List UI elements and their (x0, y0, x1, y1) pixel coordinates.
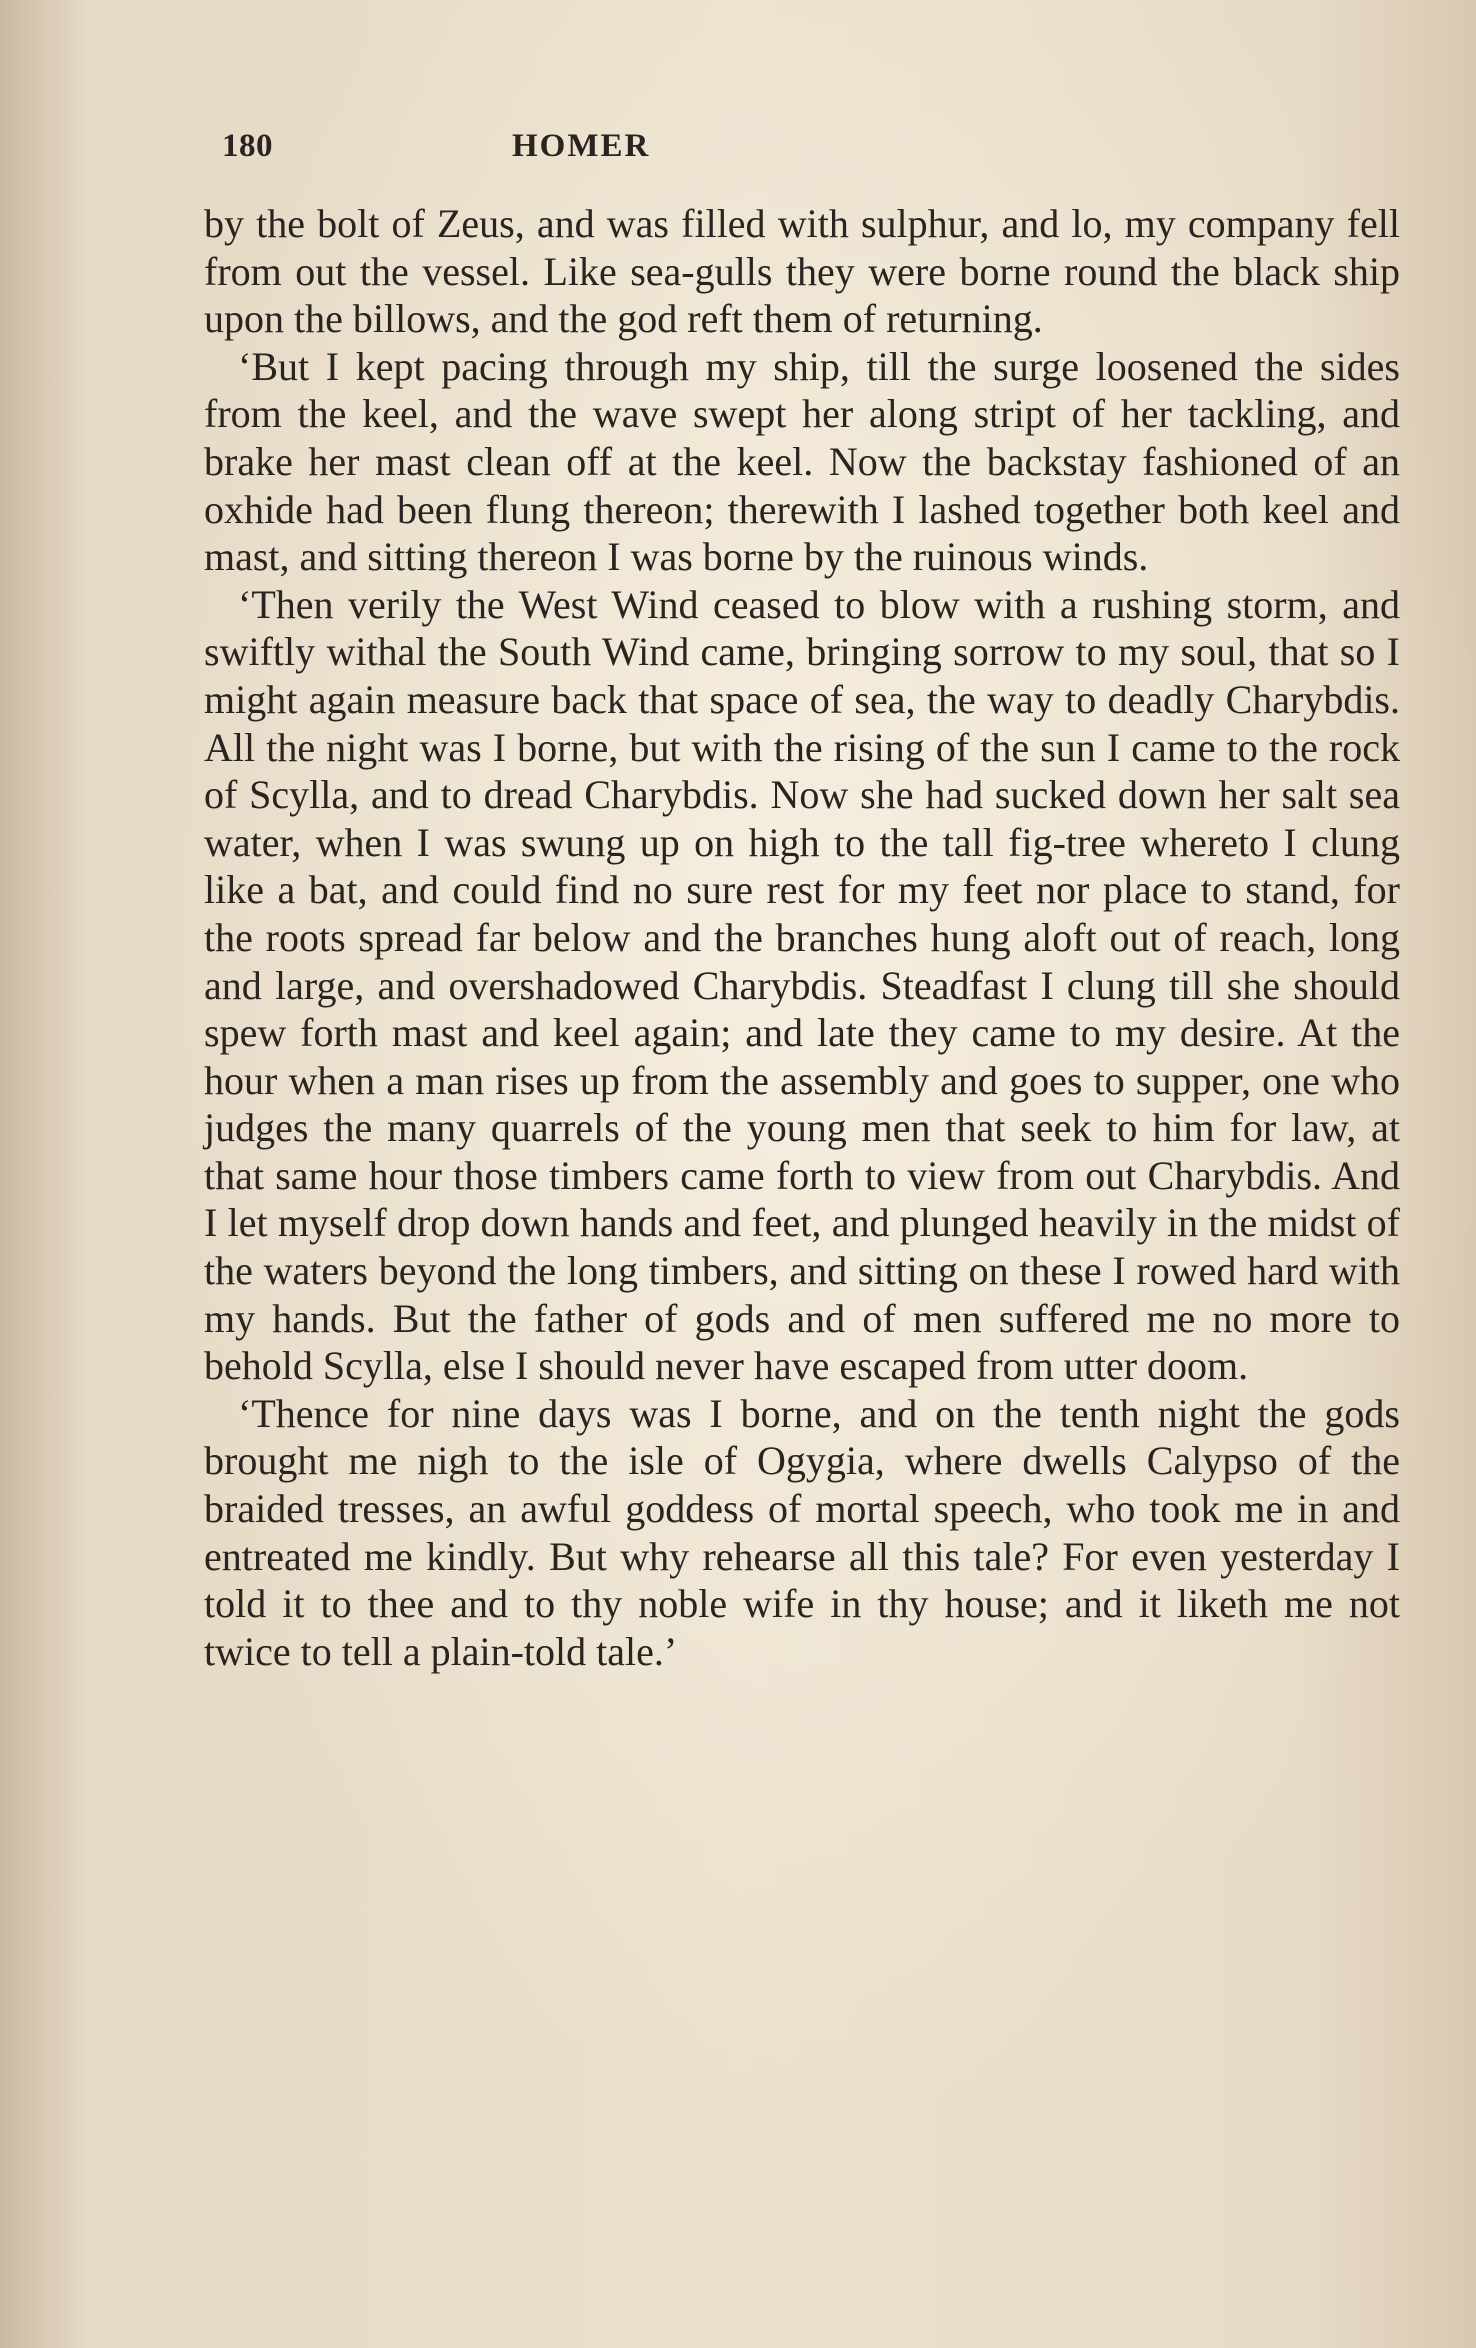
paragraph-4: ‘Thence for nine days was I borne, and on the tenth night the gods brought me nigh to the isle of Ogygia, where dwells Calypso of the braided tresses, an awful goddess of mortal speech, who took me in and entreated me kindly. But why rehearse all this tale? For even yesterday I told it to thee and to thy noble wife in thy house; and it liketh me not twice to tell a plain-told tale.’ (204, 1390, 1400, 1674)
running-head (222, 128, 902, 172)
page-number: 180 (222, 128, 273, 164)
running-title: HOMER (512, 128, 651, 164)
paragraph-3: ‘Then verily the West Wind ceased to blow with a rushing storm, and swiftly withal the South Wind came, bringing sorrow to my soul, that so I might again measure back that space of sea, the way to deadly Charybdis. All the night was I borne, but with the rising of the sun I came to the rock of Scylla, and to dread Charybdis. Now she had sucked down her salt sea water, when I was swung up on high to the tall fig-tree whereto I clung like a bat, and could find no sure rest for my feet nor place to stand, for the roots spread far below and the branches hung aloft out of reach, long and large, and overshadowed Charybdis. Steadfast I clung till she should spew forth mast and keel again; and late they came to my desire. At the hour when a man rises up from the assembly and goes to supper, one who judges the many quarrels of the young men that seek to him for law, at that same hour those timbers came forth to view from out Charybdis. And I let myself drop down hands and feet, and plunged heavily in the midst of the waters beyond the long timbers, and sitting on these I rowed hard with my hands. But the father of gods and of men suffered me no more to behold Scylla, else I should never have escaped from utter doom. (204, 581, 1400, 1389)
paragraph-2: ‘But I kept pacing through my ship, till the surge loosened the sides from the keel, and the wave swept her along stript of her tackling, and brake her mast clean off at the keel. Now the backstay fashioned of an oxhide had been flung thereon; therewith I lashed together both keel and mast, and sitting thereon I was borne by the ruinous winds. (204, 343, 1400, 580)
body-text (204, 200, 1400, 1675)
paragraph-1: by the bolt of Zeus, and was filled with sulphur, and lo, my company fell from out the vessel. Like sea-gulls they were borne round the black ship upon the billows, and the god reft them of returning. (204, 201, 1400, 342)
